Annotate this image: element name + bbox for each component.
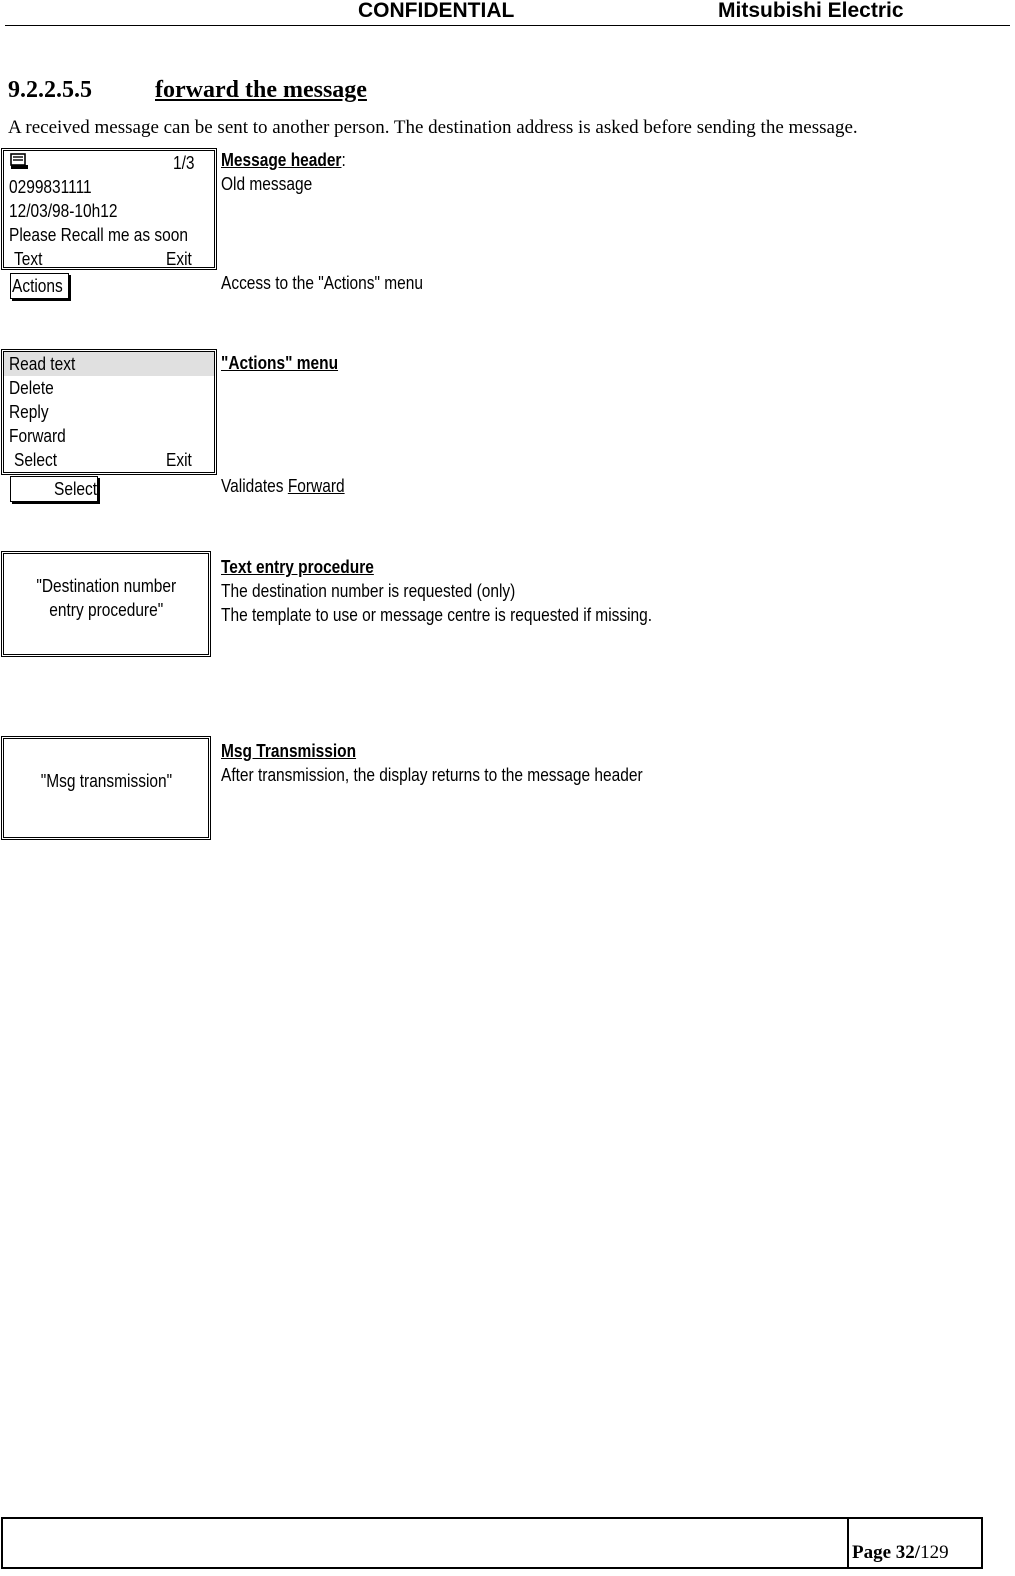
actions-menu-screen: [1, 349, 217, 475]
message-counter: 1/3: [172, 153, 195, 173]
page-label: Page 32/: [852, 1542, 921, 1563]
actions-key-description: Access to the "Actions" menu: [221, 273, 424, 293]
softkey-exit[interactable]: Exit: [165, 450, 192, 470]
menu-item-read-text[interactable]: Read text: [4, 352, 214, 376]
forward-link: Forward: [287, 476, 345, 496]
actions-key[interactable]: Actions: [10, 273, 69, 299]
destination-line-1: "Destination number: [36, 576, 176, 596]
softkey-exit[interactable]: Exit: [165, 249, 192, 269]
validates-label: Validates: [221, 476, 288, 496]
destination-entry-screen: [1, 551, 211, 657]
text-entry-line-2: The template to use or message centre is requested if missing.: [221, 605, 653, 625]
transmission-line-1: After transmission, the display returns to the message header: [221, 765, 643, 785]
transmission-title: Msg Transmission: [221, 741, 357, 761]
page-total: 129: [920, 1542, 949, 1563]
softkey-row: [4, 247, 214, 271]
header-divider: [5, 25, 1010, 26]
page-footer: [1, 1517, 983, 1569]
actions-menu-title: "Actions" menu: [221, 353, 339, 373]
envelope-icon: [9, 152, 29, 176]
text-entry-title: Text entry procedure: [221, 557, 374, 577]
select-key-description: [221, 474, 345, 498]
menu-item-delete[interactable]: Delete: [9, 378, 54, 398]
section-heading: [8, 76, 367, 104]
message-datetime: 12/03/98-10h12: [9, 201, 118, 221]
transmission-line: "Msg transmission": [40, 771, 172, 791]
title-colon: :: [341, 150, 346, 170]
actions-menu-description: [221, 351, 338, 375]
destination-line-2: entry procedure": [49, 600, 163, 620]
confidential-label: CONFIDENTIAL: [358, 0, 515, 22]
transmission-description: [221, 739, 643, 787]
menu-item-reply[interactable]: Reply: [9, 402, 49, 422]
section-number: 9.2.2.5.5: [8, 77, 92, 103]
section-title: forward the message: [155, 77, 367, 103]
screen-status-row: [4, 151, 214, 175]
message-preview: Please Recall me as soon: [9, 225, 188, 245]
softkey-text[interactable]: Text: [14, 249, 43, 269]
footer-divider: [847, 1519, 849, 1567]
softkey-row: [4, 448, 214, 472]
intro-paragraph: A received message can be sent to another person. The destination address is asked before sending the message.: [8, 117, 858, 138]
company-name: Mitsubishi Electric: [718, 0, 904, 22]
message-header-screen: [1, 148, 217, 270]
text-entry-line-1: The destination number is requested (only): [221, 581, 516, 601]
old-message-label: Old message: [221, 174, 313, 194]
message-header-title: Message header: [221, 150, 342, 170]
softkey-select[interactable]: Select: [14, 450, 58, 470]
page-number: [852, 1542, 949, 1564]
transmission-screen: [1, 736, 211, 840]
message-header-description: [221, 148, 346, 196]
text-entry-description: [221, 555, 652, 627]
sender-number: 0299831111: [9, 177, 92, 197]
select-key[interactable]: Select: [10, 476, 98, 502]
menu-item-forward[interactable]: Forward: [9, 426, 66, 446]
